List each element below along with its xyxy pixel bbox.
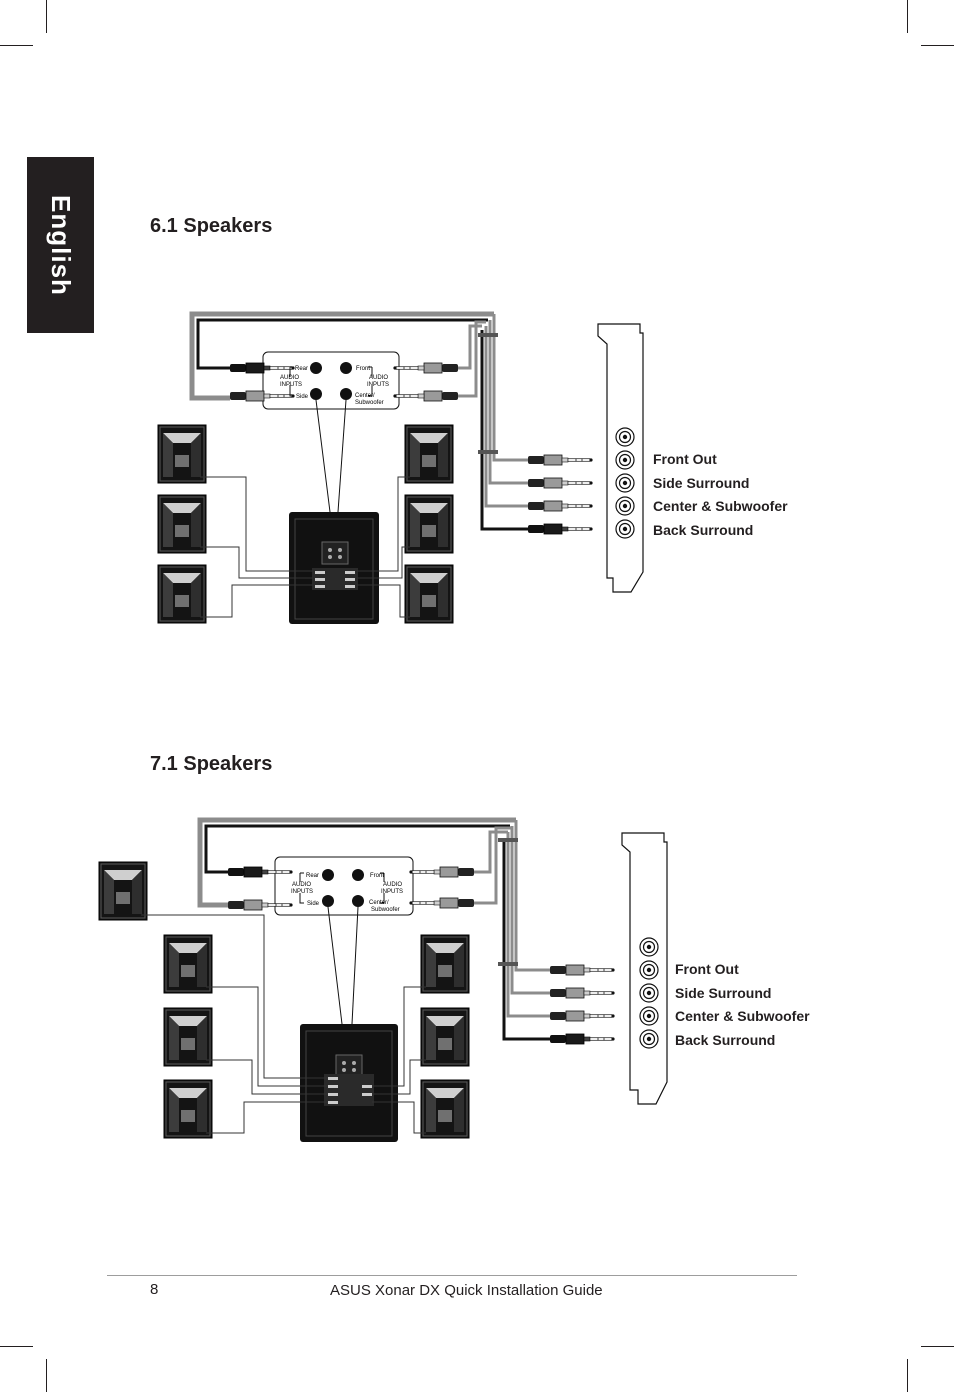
port-label-front-out: Front Out [653,451,717,467]
svg-text:AUDIO: AUDIO [369,375,389,381]
panel-center-label: Center/ [369,900,389,906]
port-label-front-out: Front Out [675,961,739,977]
svg-text:Subwoofer: Subwoofer [371,907,400,913]
speaker-icon [421,1080,469,1138]
speaker-icon [405,425,453,483]
speaker-icon [421,935,469,993]
speaker-icon [164,935,212,993]
footer-doc-title: ASUS Xonar DX Quick Installation Guide [330,1282,603,1299]
svg-text:INPUTS: INPUTS [280,382,303,388]
sound-card-bracket-icon [622,833,667,1104]
speaker-icon [99,862,147,920]
panel-rear-label: Rear [295,366,309,372]
speaker-icon [164,1080,212,1138]
audio-inputs-panel [230,352,458,409]
port-labels-7-1 [675,958,810,1052]
svg-text:INPUTS: INPUTS [381,889,404,895]
page-number: 8 [150,1281,159,1298]
footer-divider [107,1275,797,1276]
language-tab-label: English [46,194,76,296]
svg-text:AUDIO: AUDIO [280,375,300,381]
sound-card-bracket-icon [598,324,643,592]
svg-text:Subwoofer: Subwoofer [355,400,384,406]
speaker-icon [164,1008,212,1066]
speaker-icon [421,1008,469,1066]
subwoofer-icon [300,1024,398,1142]
svg-text:AUDIO: AUDIO [383,882,403,888]
port-label-center-subwoofer: Center & Subwoofer [653,498,788,514]
speaker-icon [405,565,453,623]
diagram-7-1 [99,820,667,1142]
speaker-icon [158,565,206,623]
port-label-side-surround: Side Surround [653,474,750,491]
svg-text:INPUTS: INPUTS [291,889,314,895]
panel-side-label: Side [307,901,320,907]
panel-side-label: Side [296,394,309,400]
section-title-7-1: 7.1 Speakers [150,753,273,775]
panel-center-label: Center/ [355,393,375,399]
subwoofer-icon [289,512,379,624]
port-label-back-surround: Back Surround [653,521,754,538]
audio-inputs-panel [228,857,474,915]
speaker-icon [158,425,206,483]
section-title-6-1: 6.1 Speakers [150,215,273,237]
speaker-icon [405,495,453,553]
panel-rear-label: Rear [306,873,320,879]
port-labels-6-1 [653,448,788,542]
port-label-side-surround: Side Surround [675,984,772,1001]
svg-text:INPUTS: INPUTS [367,382,390,388]
svg-text:AUDIO: AUDIO [292,882,312,888]
panel-front-label: Front [356,366,371,372]
diagram-6-1 [158,314,643,624]
port-label-back-surround: Back Surround [675,1031,776,1048]
panel-front-label: Front [370,873,385,879]
speaker-icon [158,495,206,553]
port-label-center-subwoofer: Center & Subwoofer [675,1008,810,1024]
